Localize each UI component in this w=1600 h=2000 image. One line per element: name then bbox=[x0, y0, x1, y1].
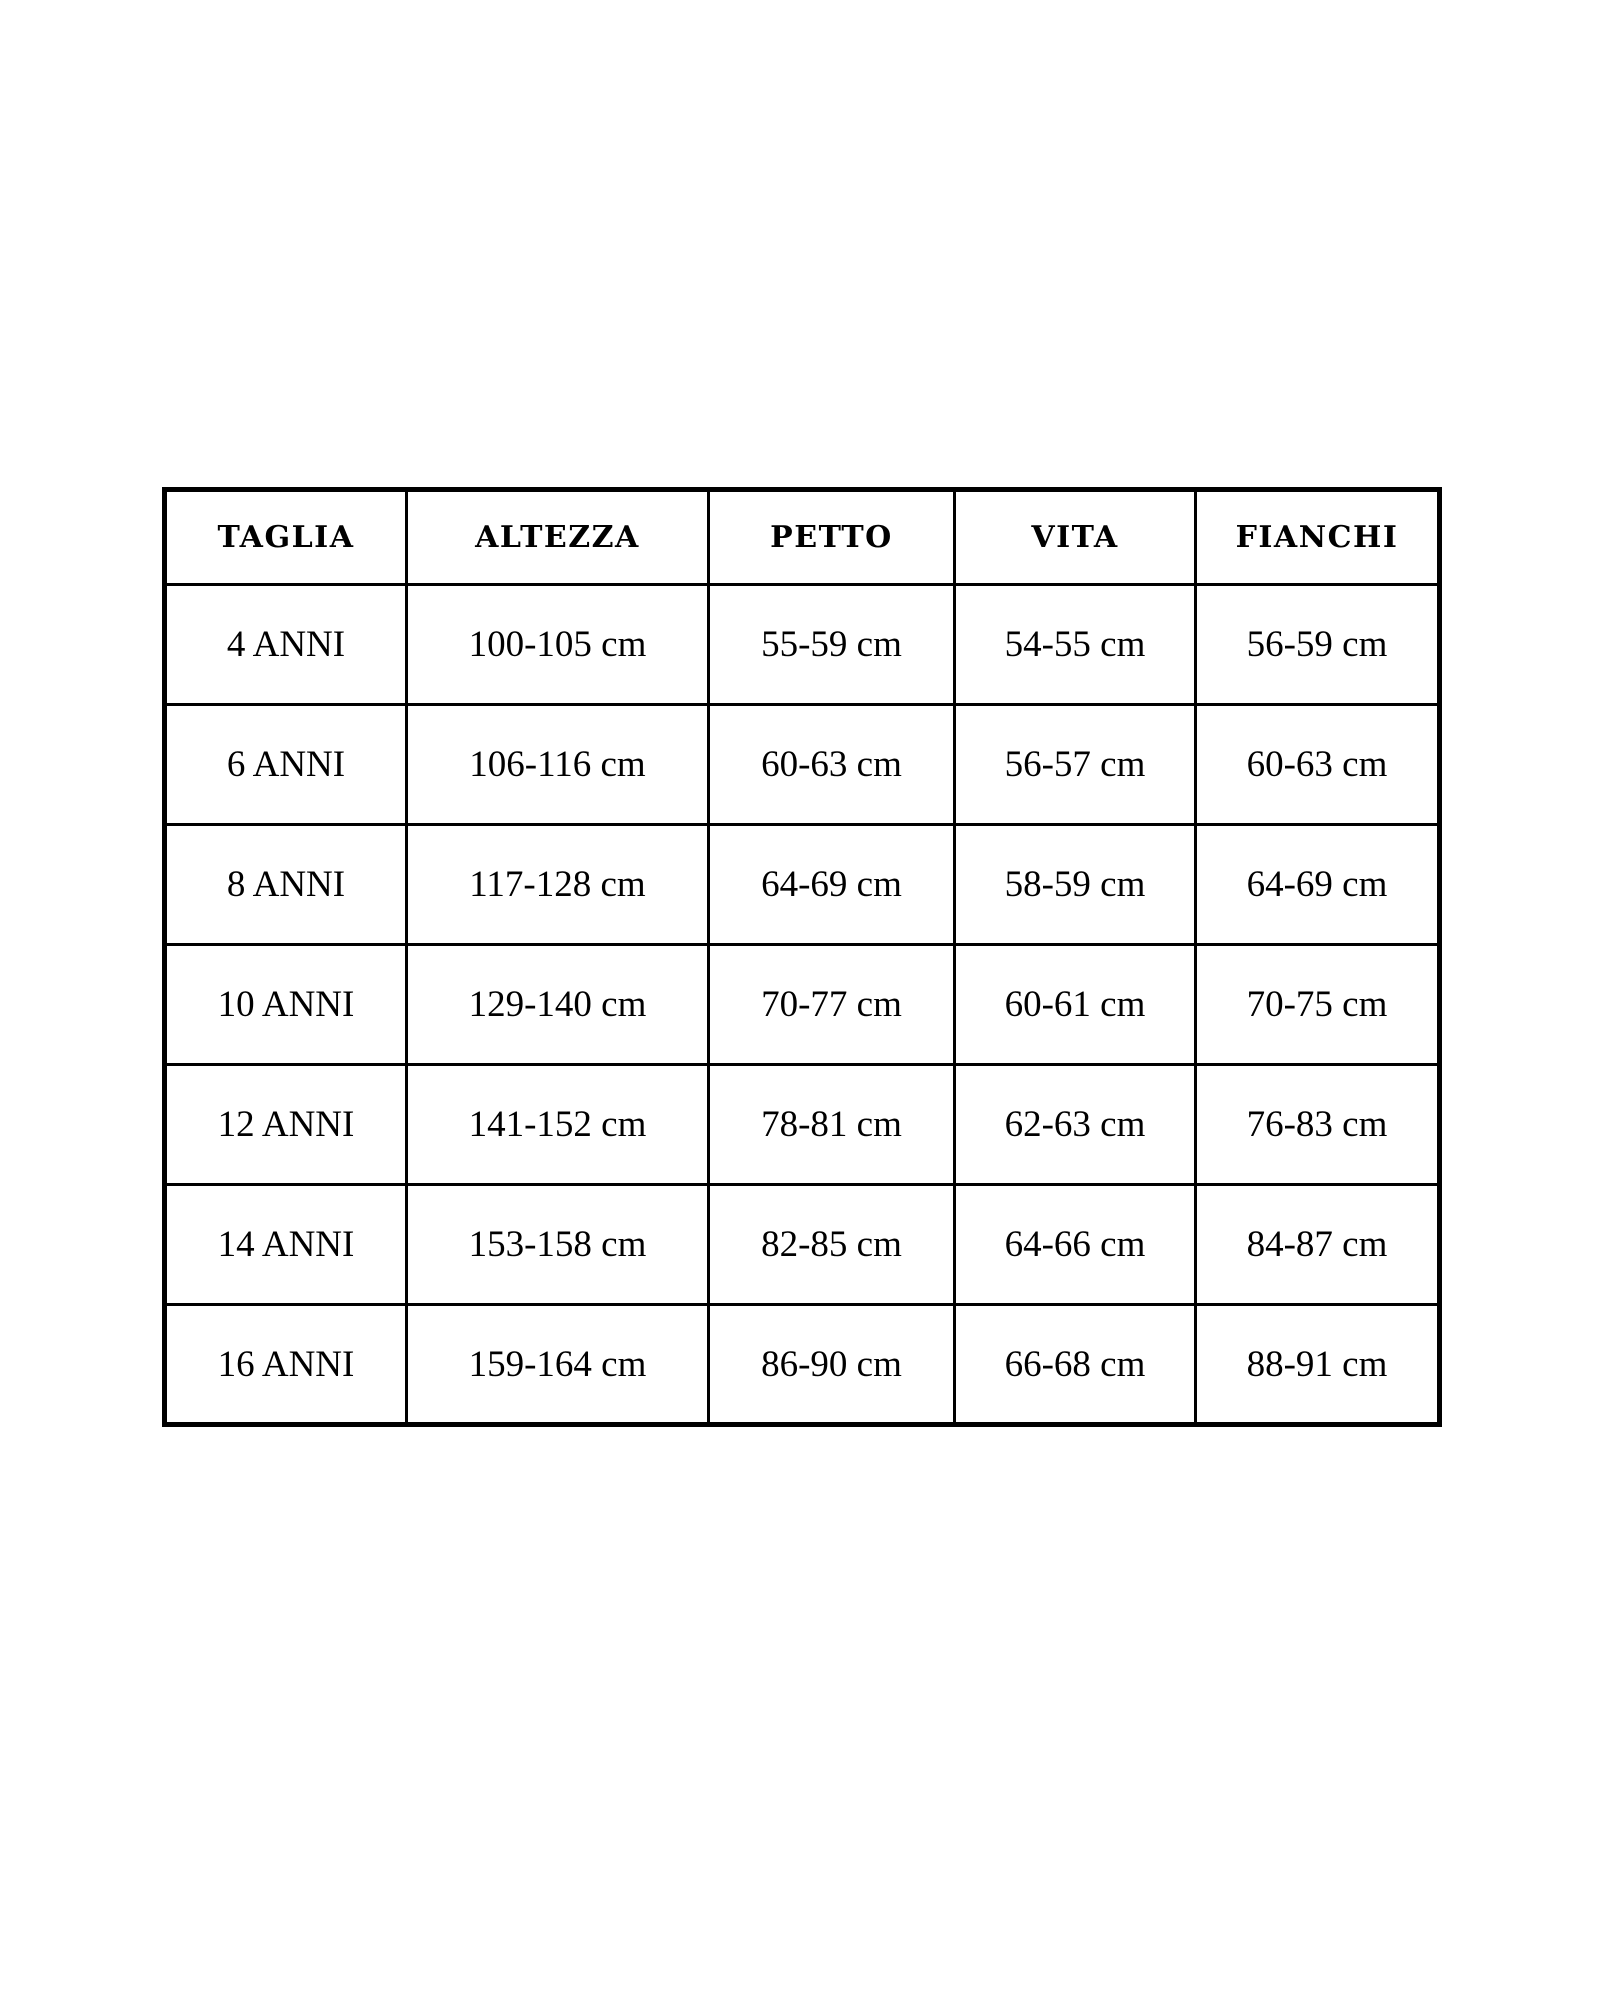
cell-altezza: 141-152 cm bbox=[407, 1065, 709, 1185]
table-row-6-anni bbox=[165, 705, 1440, 825]
table-row-4-anni bbox=[165, 585, 1440, 705]
header-cell-petto: PETTO bbox=[709, 490, 955, 585]
cell-fianchi: 56-59 cm bbox=[1196, 585, 1440, 705]
cell-vita: 60-61 cm bbox=[955, 945, 1196, 1065]
table-row-8-anni bbox=[165, 825, 1440, 945]
cell-altezza: 106-116 cm bbox=[407, 705, 709, 825]
cell-fianchi: 88-91 cm bbox=[1196, 1305, 1440, 1425]
cell-petto: 60-63 cm bbox=[709, 705, 955, 825]
cell-taglia: 10 ANNI bbox=[165, 945, 407, 1065]
cell-altezza: 159-164 cm bbox=[407, 1305, 709, 1425]
header-cell-altezza: ALTEZZA bbox=[407, 490, 709, 585]
cell-petto: 70-77 cm bbox=[709, 945, 955, 1065]
cell-taglia: 14 ANNI bbox=[165, 1185, 407, 1305]
cell-vita: 62-63 cm bbox=[955, 1065, 1196, 1185]
cell-vita: 58-59 cm bbox=[955, 825, 1196, 945]
header-cell-fianchi: FIANCHI bbox=[1196, 490, 1440, 585]
cell-vita: 64-66 cm bbox=[955, 1185, 1196, 1305]
cell-vita: 56-57 cm bbox=[955, 705, 1196, 825]
cell-taglia: 16 ANNI bbox=[165, 1305, 407, 1425]
cell-petto: 64-69 cm bbox=[709, 825, 955, 945]
cell-petto: 78-81 cm bbox=[709, 1065, 955, 1185]
cell-petto: 86-90 cm bbox=[709, 1305, 955, 1425]
cell-taglia: 6 ANNI bbox=[165, 705, 407, 825]
cell-altezza: 117-128 cm bbox=[407, 825, 709, 945]
header-row bbox=[165, 490, 1440, 585]
cell-petto: 55-59 cm bbox=[709, 585, 955, 705]
header-cell-vita: VITA bbox=[955, 490, 1196, 585]
cell-petto: 82-85 cm bbox=[709, 1185, 955, 1305]
cell-altezza: 129-140 cm bbox=[407, 945, 709, 1065]
header-cell-taglia: TAGLIA bbox=[165, 490, 407, 585]
size-chart-table bbox=[162, 487, 1442, 1427]
cell-taglia: 12 ANNI bbox=[165, 1065, 407, 1185]
cell-fianchi: 76-83 cm bbox=[1196, 1065, 1440, 1185]
table-row-14-anni bbox=[165, 1185, 1440, 1305]
cell-taglia: 8 ANNI bbox=[165, 825, 407, 945]
cell-altezza: 100-105 cm bbox=[407, 585, 709, 705]
cell-vita: 66-68 cm bbox=[955, 1305, 1196, 1425]
table-row-16-anni bbox=[165, 1305, 1440, 1425]
cell-fianchi: 60-63 cm bbox=[1196, 705, 1440, 825]
table-row-10-anni bbox=[165, 945, 1440, 1065]
cell-taglia: 4 ANNI bbox=[165, 585, 407, 705]
cell-fianchi: 84-87 cm bbox=[1196, 1185, 1440, 1305]
cell-fianchi: 70-75 cm bbox=[1196, 945, 1440, 1065]
cell-fianchi: 64-69 cm bbox=[1196, 825, 1440, 945]
cell-altezza: 153-158 cm bbox=[407, 1185, 709, 1305]
cell-vita: 54-55 cm bbox=[955, 585, 1196, 705]
table-row-12-anni bbox=[165, 1065, 1440, 1185]
